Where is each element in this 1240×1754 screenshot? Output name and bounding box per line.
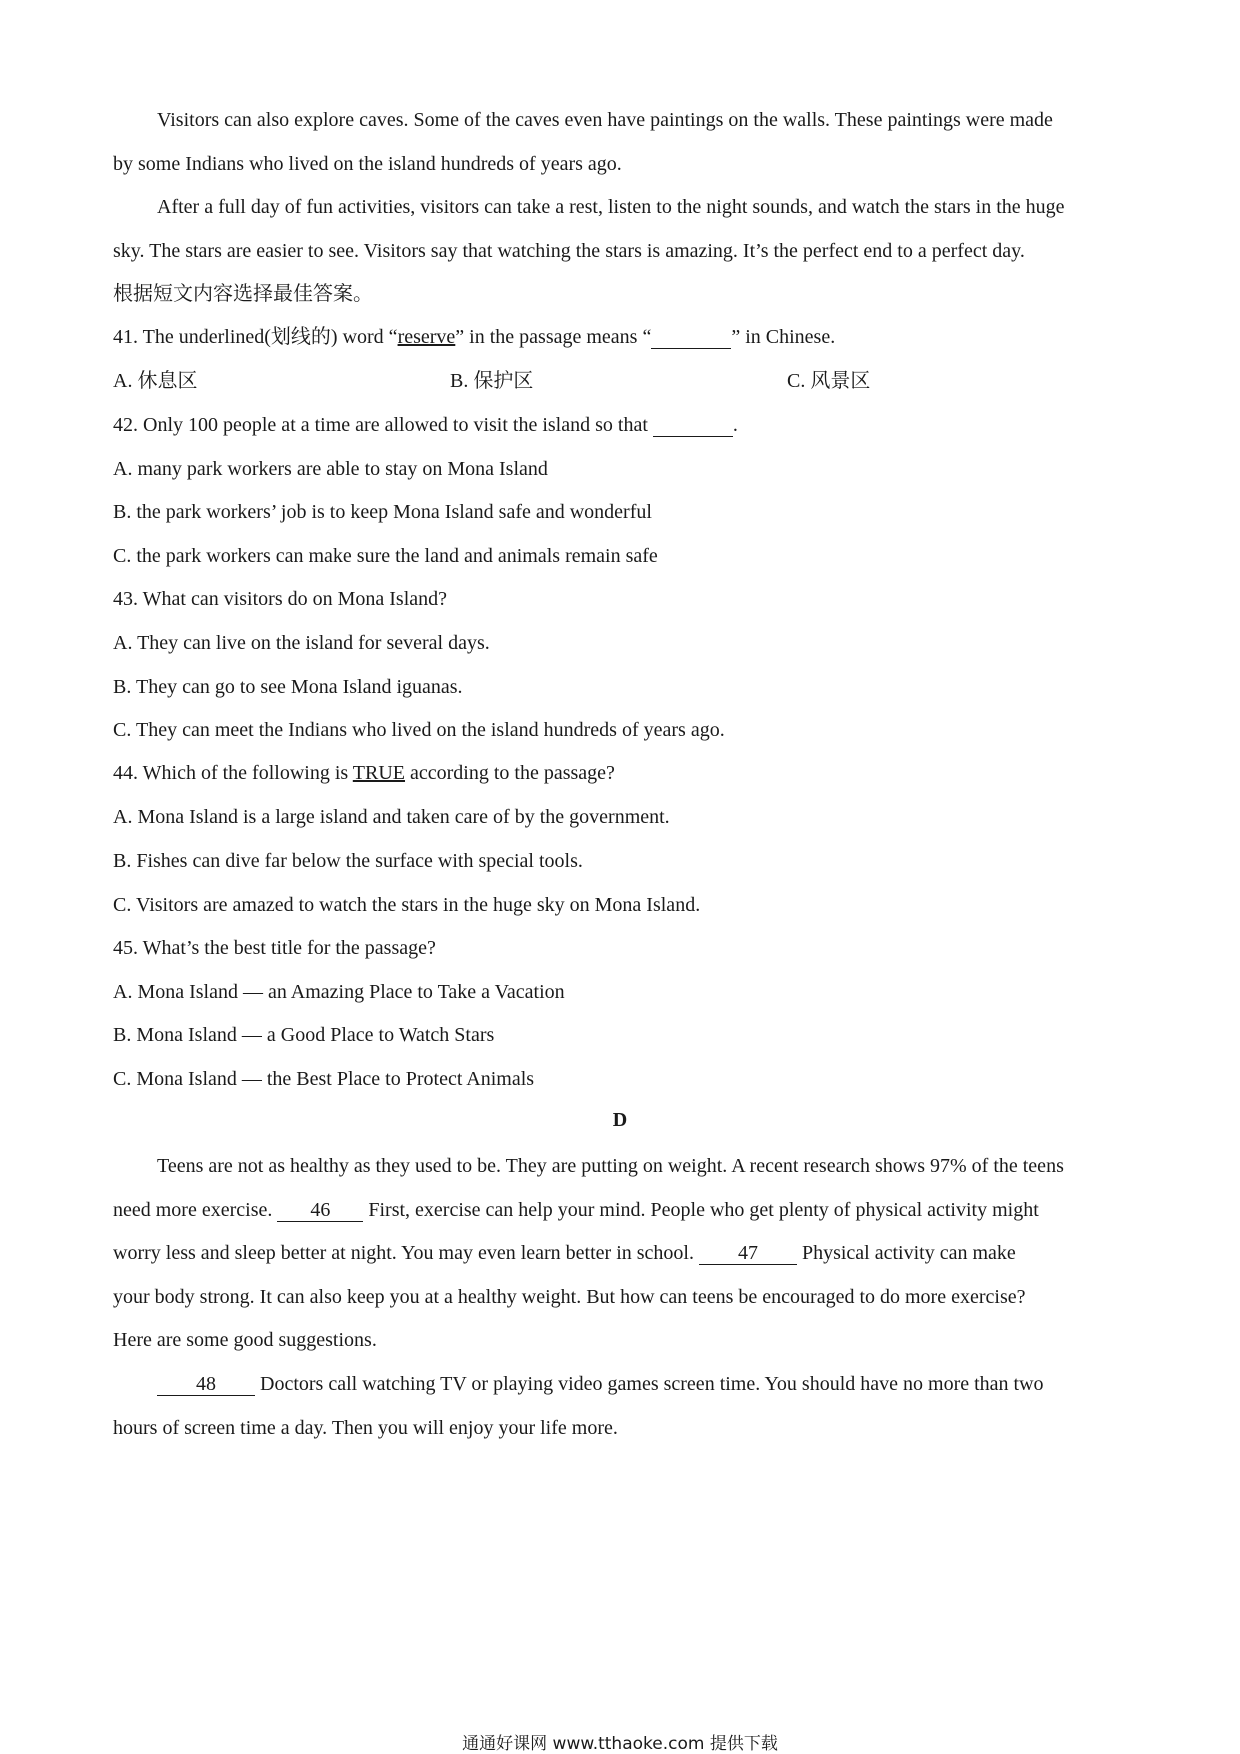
section-d-line3-post: Physical activity can make <box>801 1242 1016 1264</box>
q44-option-c: C. Visitors are amazed to watch the stars in the huge sky on Mona Island. <box>113 894 701 916</box>
q44-option-a: A. Mona Island is a large island and taken care of by the government. <box>113 806 670 828</box>
blank-48: 48 <box>157 1373 255 1396</box>
instruction: 根据短文内容选择最佳答案。 <box>113 283 373 305</box>
section-d-line6 <box>157 1371 1177 1397</box>
passage-c-p2-line1: After a full day of fun activities, visitors can take a rest, listen to the night sounds, and watch the stars in the huge <box>157 196 1065 218</box>
blank-47: 47 <box>699 1242 797 1265</box>
q42-end: . <box>732 414 738 436</box>
q42-answer-blank <box>653 414 733 437</box>
q43-option-b: B. They can go to see Mona Island iguanas. <box>113 676 463 698</box>
passage-c-p1-line2: by some Indians who lived on the island hundreds of years ago. <box>113 153 622 175</box>
section-d-line4: your body strong. It can also keep you at a healthy weight. But how can teens be encouraged to do more exercise? <box>113 1286 1026 1308</box>
section-d-line6-post: Doctors call watching TV or playing video games screen time. You should have no more than two <box>260 1373 1044 1395</box>
q41-answer-blank <box>651 326 731 349</box>
q42-option-c: C. the park workers can make sure the land and animals remain safe <box>113 545 658 567</box>
q42-option-a: A. many park workers are able to stay on Mona Island <box>113 458 548 480</box>
q44-underlined-word: TRUE <box>352 762 406 784</box>
q45-option-a: A. Mona Island — an Amazing Place to Take a Vacation <box>113 981 565 1003</box>
q45-option-b: B. Mona Island — a Good Place to Watch Stars <box>113 1024 495 1046</box>
section-d-line2-post: First, exercise can help your mind. People who get plenty of physical activity might <box>368 1199 1039 1221</box>
q45-option-c: C. Mona Island — the Best Place to Protect Animals <box>113 1068 535 1090</box>
section-d-line3 <box>113 1240 1133 1266</box>
q42-option-b: B. the park workers’ job is to keep Mona Island safe and wonderful <box>113 501 652 523</box>
q41-post: ” in Chinese. <box>731 326 836 348</box>
section-d-line7: hours of screen time a day. Then you will enjoy your life more. <box>113 1417 618 1439</box>
passage-c-p2-line2: sky. The stars are easier to see. Visitors say that watching the stars is amazing. It’s the perfect end to a perfect day. <box>113 240 1025 262</box>
section-d-line5: Here are some good suggestions. <box>113 1329 377 1351</box>
section-d-heading: D <box>612 1109 628 1131</box>
q41-option-b: B. 保护区 <box>450 370 534 392</box>
q41-option-c: C. 风景区 <box>787 370 871 392</box>
section-d-line2 <box>113 1197 1133 1223</box>
section-d-line1: Teens are not as healthy as they used to be. They are putting on weight. A recent research shows 97% of the teens <box>157 1155 1064 1177</box>
question-42 <box>113 412 1133 438</box>
q44-option-b: B. Fishes can dive far below the surface with special tools. <box>113 850 583 872</box>
q41-pre: 41. The underlined(划线的) word “ <box>113 326 398 348</box>
q44-pre: 44. Which of the following is <box>113 762 349 784</box>
q41-option-a: A. 休息区 <box>113 370 198 392</box>
q42-stem: 42. Only 100 people at a time are allowed to visit the island so that <box>113 414 648 436</box>
section-d-line2-pre: need more exercise. <box>113 1199 273 1221</box>
question-43: 43. What can visitors do on Mona Island? <box>113 588 448 610</box>
q43-option-a: A. They can live on the island for several days. <box>113 632 490 654</box>
question-44 <box>113 760 1133 786</box>
q41-underlined-word: reserve <box>397 326 456 348</box>
q44-post: according to the passage? <box>410 762 615 784</box>
q41-mid: ” in the passage means “ <box>455 326 652 348</box>
question-41 <box>113 324 1133 350</box>
section-d-line3-pre: worry less and sleep better at night. You may even learn better in school. <box>113 1242 694 1264</box>
question-45: 45. What’s the best title for the passage? <box>113 937 436 959</box>
q43-option-c: C. They can meet the Indians who lived on the island hundreds of years ago. <box>113 719 725 741</box>
passage-c-p1-line1: Visitors can also explore caves. Some of the caves even have paintings on the walls. These paintings were made <box>157 109 1053 131</box>
page-footer: 通通好课网 www.tthaoke.com 提供下载 <box>462 1734 778 1754</box>
blank-46: 46 <box>277 1199 363 1222</box>
